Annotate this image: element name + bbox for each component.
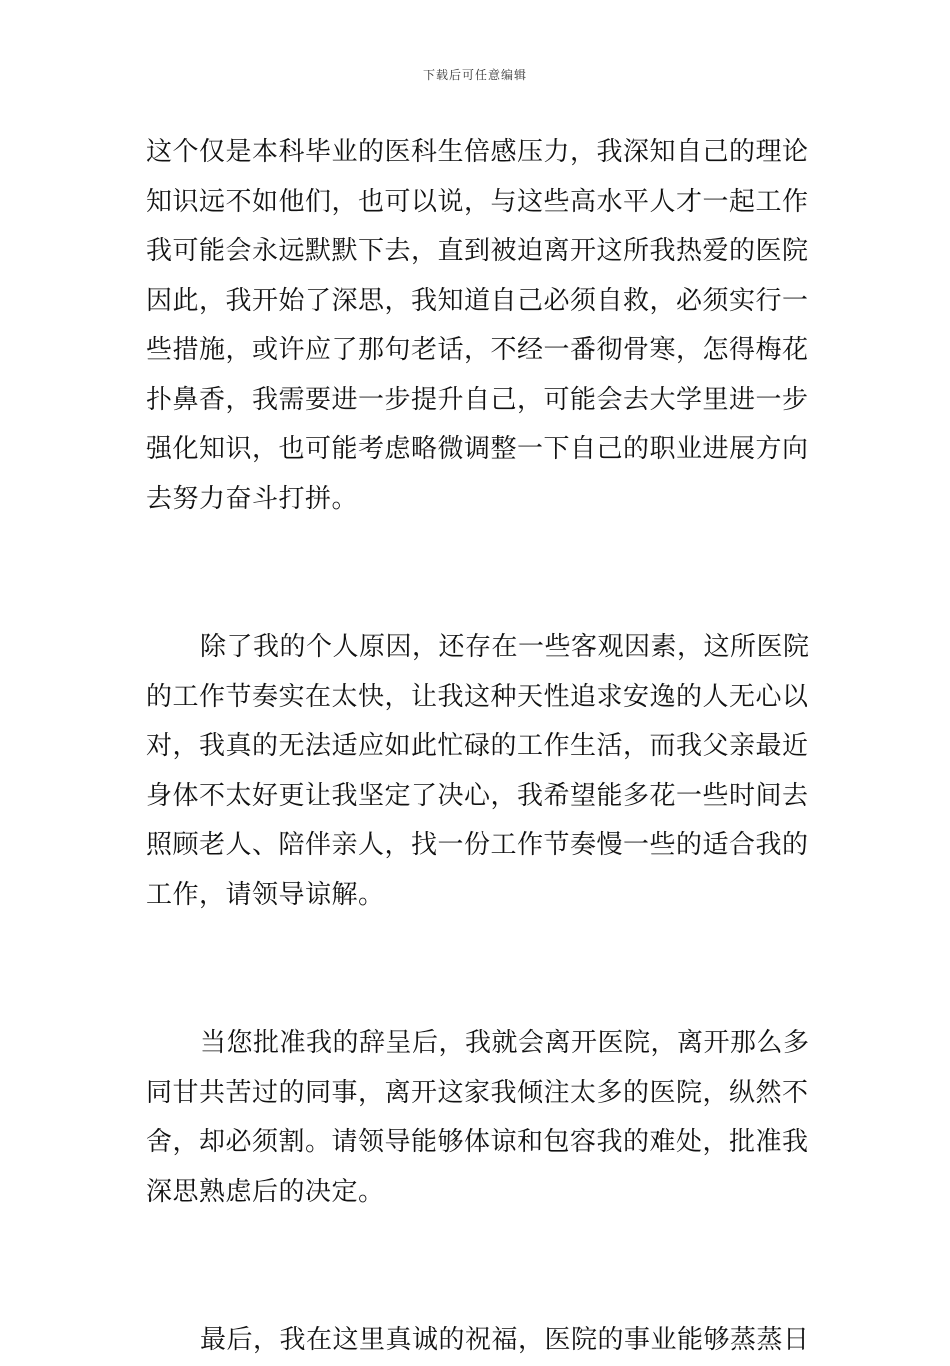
paragraph-line: 因此，我开始了深思，我知道自己必须自救，必须实行一 <box>146 285 809 316</box>
paragraph-line: 强化知识，也可能考虑略微调整一下自己的职业进展方向 <box>146 434 809 464</box>
paragraph-4 <box>146 1316 810 1366</box>
paragraph-line: 除了我的个人原因，还存在一些客观因素，这所医院 <box>200 632 810 662</box>
paragraph-gap <box>146 524 806 623</box>
paragraph-line: 知识远不如他们，也可以说，与这些高水平人才一起工作 <box>146 186 809 217</box>
paragraph-line: 的工作节奏实在太快，让我这种天性追求安逸的人无心以 <box>146 681 809 712</box>
paragraph-line: 我可能会永远默默下去，直到被迫离开这所我热爱的医院 <box>146 236 809 266</box>
document-body <box>146 128 810 1366</box>
paragraph-line: 扑鼻香，我需要进一步提升自己，可能会去大学里进一步 <box>146 384 809 415</box>
paragraph-1 <box>146 128 809 524</box>
paragraph-line: 工作，请领导谅解。 <box>146 879 385 910</box>
paragraph-line: 舍，却必须割。请领导能够体谅和包容我的难处，批准我 <box>146 1127 809 1157</box>
paragraph-line: 最后，我在这里真诚的祝福，医院的事业能够蒸蒸日 <box>200 1325 810 1355</box>
paragraph-2 <box>146 623 810 920</box>
paragraph-line: 同甘共苦过的同事，离开这家我倾注太多的医院，纵然不 <box>146 1077 809 1108</box>
paragraph-gap <box>146 1217 806 1316</box>
paragraph-line: 照顾老人、陪伴亲人，找一份工作节奏慢一些的适合我的 <box>146 830 809 860</box>
paragraph-line: 些措施，或许应了那句老话，不经一番彻骨寒，怎得梅花 <box>146 335 809 365</box>
paragraph-3 <box>146 1019 810 1217</box>
paragraph-line: 对，我真的无法适应如此忙碌的工作生活，而我父亲最近 <box>146 731 809 761</box>
paragraph-line: 深思熟虑后的决定。 <box>146 1176 385 1207</box>
paragraph-line: 去努力奋斗打拼。 <box>146 483 359 514</box>
paragraph-line: 身体不太好更让我坚定了决心，我希望能多花一些时间去 <box>146 780 809 811</box>
paragraph-line: 这个仅是本科毕业的医科生倍感压力，我深知自己的理论 <box>146 137 809 167</box>
header-note: 下载后可任意编辑 <box>422 68 527 82</box>
paragraph-line: 当您批准我的辞呈后，我就会离开医院，离开那么多 <box>200 1028 810 1058</box>
paragraph-gap <box>146 920 806 1019</box>
